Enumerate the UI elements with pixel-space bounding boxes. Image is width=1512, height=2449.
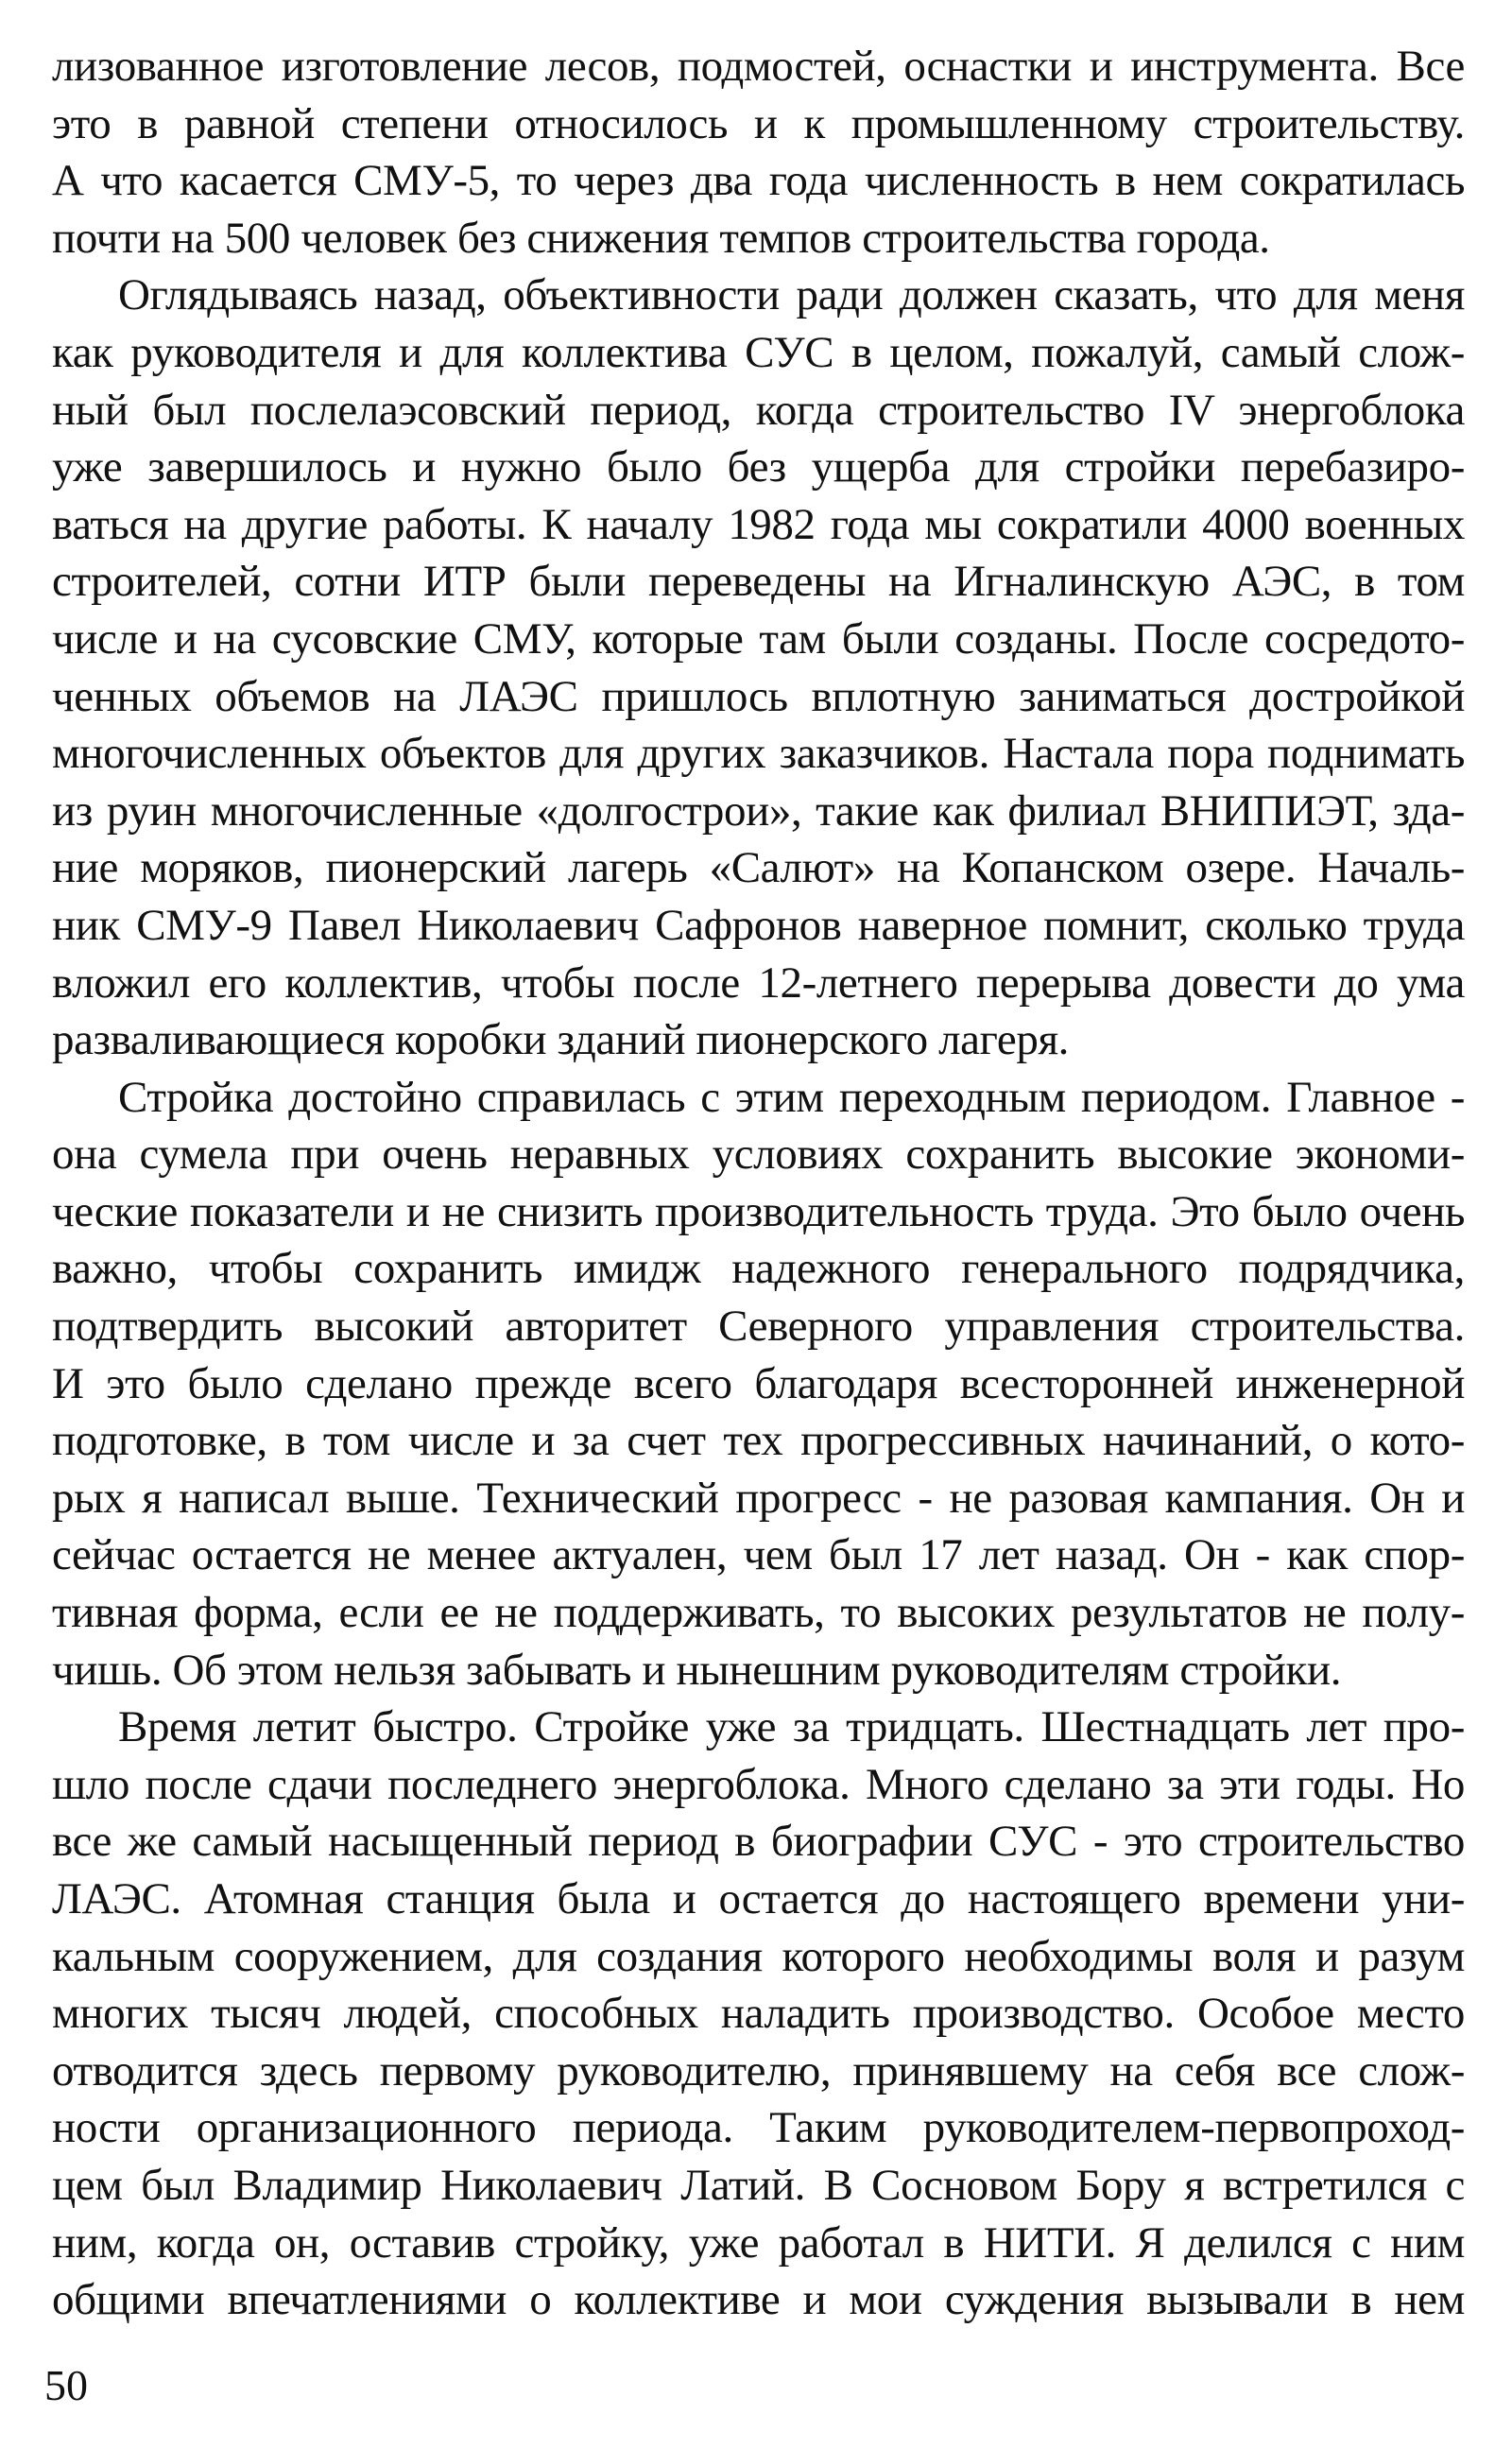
text-line: многочисленных объектов для других заказчиков. Настала пора поднимать xyxy=(52,729,1465,779)
text-line: разваливающиеся коробки зданий пионерского лагеря. xyxy=(52,1015,1070,1065)
text-line: общими впечатлениями о коллективе и мои суждения вызывали в нем xyxy=(52,2275,1465,2325)
text-line: рых я написал выше. Технический прогресс - не разовая кампания. Он и xyxy=(52,1473,1465,1523)
text-line: как руководителя и для коллектива СУС в целом, пожалуй, самый слож- xyxy=(52,327,1465,377)
text-line: ный был послелаэсовский период, когда строительство IV энергоблока xyxy=(52,385,1465,435)
text-line: А что касается СМУ-5, то через два года численность в нем сократилась xyxy=(52,156,1465,206)
text-line: из руин многочисленные «долгострои», такие как филиал ВНИПИЭТ, зда- xyxy=(52,785,1465,836)
page-text xyxy=(52,38,1465,2329)
text-line: цем был Владимир Николаевич Латий. В Сосновом Бору я встретился с xyxy=(52,2160,1465,2210)
text-line: Оглядываясь назад, объективности ради должен сказать, что для меня xyxy=(118,270,1465,320)
paragraph xyxy=(52,267,1465,1068)
text-line: Стройка достойно справилась с этим переходным периодом. Главное - xyxy=(118,1072,1465,1122)
text-line: это в равной степени относилось и к промышленному строительству. xyxy=(52,98,1465,148)
text-line: ЛАЭС. Атомная станция была и остается до настоящего времени уни- xyxy=(52,1874,1465,1923)
text-line: ник СМУ-9 Павел Николаевич Сафронов наверное помнит, сколько труда xyxy=(52,900,1465,950)
text-line: отводится здесь первому руководителю, принявшему на себя все слож- xyxy=(52,2045,1465,2095)
text-line: ческие показатели и не снизить производительность труда. Это было очень xyxy=(52,1186,1465,1236)
text-line: важно, чтобы сохранить имидж надежного генерального подрядчика, xyxy=(52,1244,1465,1294)
text-line: Время летит быстро. Стройке уже за тридцать. Шестнадцать лет про- xyxy=(118,1702,1465,1752)
text-line: почти на 500 человек без снижения темпов строительства города. xyxy=(52,213,1270,263)
text-line: строителей, сотни ИТР были переведены на Игналинскую АЭС, в том xyxy=(52,557,1465,607)
text-line: вложил его коллектив, чтобы после 12-летнего перерыва довести до ума xyxy=(52,957,1465,1008)
text-line: чишь. Об этом нельзя забывать и нынешним руководителям стройки. xyxy=(52,1645,1342,1695)
text-line: сейчас остается не менее актуален, чем был 17 лет назад. Он - как спор- xyxy=(52,1530,1465,1580)
text-line: ним, когда он, оставив стройку, уже работал в НИТИ. Я делился с ним xyxy=(52,2217,1465,2268)
text-line: подтвердить высокий авторитет Северного управления строительства. xyxy=(52,1302,1465,1352)
text-line: тивная форма, если ее не поддерживать, то высоких результатов не полу- xyxy=(52,1588,1465,1638)
text-line: лизованное изготовление лесов, подмостей, оснастки и инструмента. Все xyxy=(52,42,1465,91)
paragraph xyxy=(52,1069,1465,1699)
text-line: все же самый насыщенный период в биографии СУС - это строительство xyxy=(52,1817,1465,1867)
paragraph xyxy=(52,38,1465,267)
text-line: ности организационного периода. Таким руководителем-первопроход- xyxy=(52,2103,1465,2153)
text-line: подготовке, в том числе и за счет тех прогрессивных начинаний, о кото- xyxy=(52,1416,1465,1466)
text-line: ние моряков, пионерский лагерь «Салют» на Копанском озере. Началь- xyxy=(52,843,1465,893)
text-line: она сумела при очень неравных условиях сохранить высокие экономи- xyxy=(52,1130,1465,1180)
text-line: числе и на сусовские СМУ, которые там были созданы. После сосредото- xyxy=(52,613,1465,664)
text-line: многих тысяч людей, способных наладить производство. Особое место xyxy=(52,1989,1465,2039)
text-line: уже завершилось и нужно было без ущерба для стройки перебазиро- xyxy=(52,442,1465,492)
text-line: ченных объемов на ЛАЭС пришлось вплотную заниматься достройкой xyxy=(52,671,1465,721)
page-number: 50 xyxy=(44,2361,88,2409)
text-line: шло после сдачи последнего энергоблока. Много сделано за эти годы. Но xyxy=(52,1759,1465,1809)
text-line: И это было сделано прежде всего благодаря всесторонней инженерной xyxy=(52,1358,1465,1408)
text-line: кальным сооружением, для создания которого необходимы воля и разум xyxy=(52,1931,1465,1981)
paragraph xyxy=(52,1699,1465,2329)
text-line: ваться на другие работы. К началу 1982 года мы сократили 4000 военных xyxy=(52,499,1465,549)
